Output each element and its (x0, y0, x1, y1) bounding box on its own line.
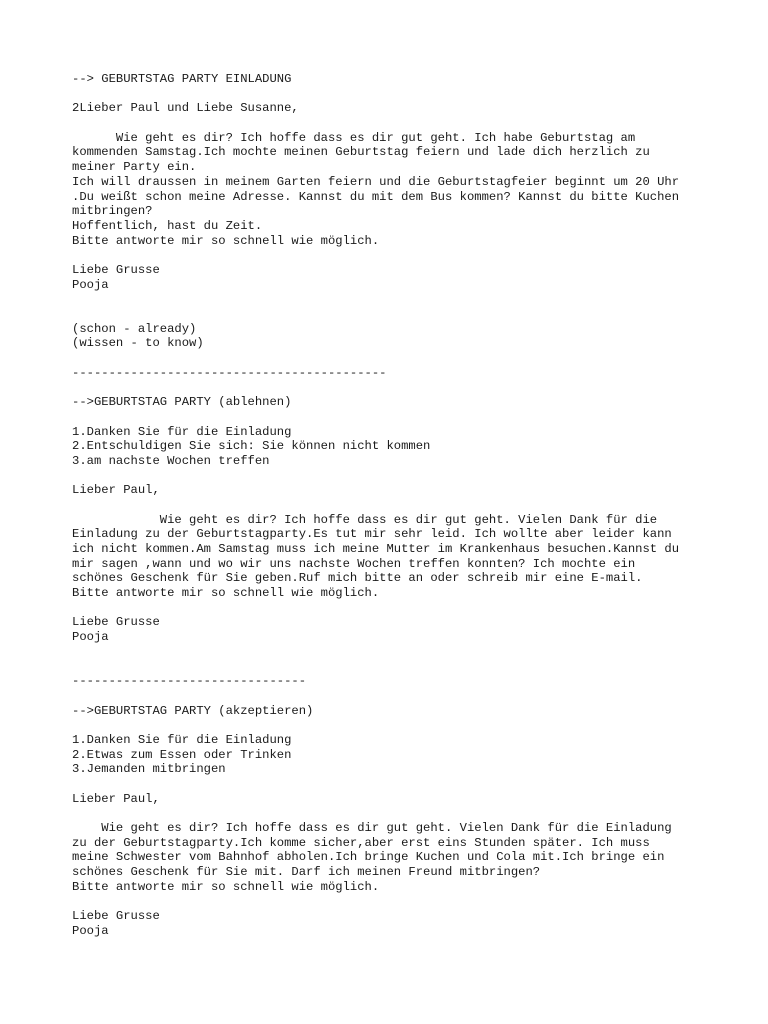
spacer (72, 469, 712, 484)
spacer (72, 498, 712, 513)
spacer (72, 895, 712, 910)
letter3-heading: -->GEBURTSTAG PARTY (akzeptieren) (72, 703, 314, 718)
letter2-body-line: Wie geht es dir? Ich hoffe dass es dir gut geht. Vielen Dank für die (72, 512, 658, 527)
spacer (72, 248, 712, 263)
letter3-point: 3.Jemanden mitbringen (72, 762, 226, 777)
letter3-body-line: schönes Geschenk für Sie mit. Darf ich meinen Freund mitbringen? (72, 865, 541, 880)
letter1-body-line: Wie geht es dir? Ich hoffe dass es dir gut geht. Ich habe Geburtstag am (72, 130, 636, 145)
letter2-body-line: ich nicht kommen.Am Samstag muss ich meine Mutter im Krankenhaus besuchen.Kannst du (72, 542, 680, 556)
spacer (72, 292, 712, 307)
letter3-signature: Pooja (72, 923, 109, 938)
letter1-greeting: 2Lieber Paul und Liebe Susanne, (72, 101, 299, 116)
letter1-closing: Liebe Grusse (72, 262, 160, 277)
letter2-body-line: mir sagen ,wann und wo wir uns nachste Wochen treffen konnten? Ich mochte ein (72, 556, 636, 571)
document-page (72, 72, 712, 939)
spacer (72, 116, 712, 131)
letter3-point: 1.Danken Sie für die Einladung (72, 732, 292, 747)
letter1-body-line: .Du weißt schon meine Adresse. Kannst du mit dem Bus kommen? Kannst du bitte Kuchen (72, 189, 680, 204)
spacer (72, 307, 712, 322)
section-divider: ------------------------------------------- (72, 365, 387, 380)
letter2-body-line: Bitte antworte mir so schnell wie möglich. (72, 586, 380, 601)
letter3-body-line: zu der Geburtstagparty.Ich komme sicher,aber erst eins Stunden später. Ich muss (72, 835, 650, 850)
letter1-body-line: kommenden Samstag.Ich mochte meinen Geburtstag feiern und lade dich herzlich zu (72, 145, 650, 160)
letter2-signature: Pooja (72, 630, 109, 645)
letter2-greeting: Lieber Paul, (72, 483, 160, 498)
letter2-point: 3.am nachste Wochen treffen (72, 453, 270, 468)
letter1-body-line: meiner Party ein. (72, 160, 197, 175)
spacer (72, 380, 712, 395)
letter3-body-line: Bitte antworte mir so schnell wie möglich. (72, 879, 380, 894)
spacer (72, 660, 712, 675)
letter3-point: 2.Etwas zum Essen oder Trinken (72, 747, 292, 762)
spacer (72, 351, 712, 366)
spacer (72, 689, 712, 704)
letter3-greeting: Lieber Paul, (72, 791, 160, 806)
letter2-body-line: Einladung zu der Geburtstagparty.Es tut mir sehr leid. Ich wollte aber leider kann (72, 527, 672, 542)
letter1-heading: --> GEBURTSTAG PARTY EINLADUNG (72, 72, 292, 86)
letter2-closing: Liebe Grusse (72, 615, 160, 630)
letter2-body-line: schönes Geschenk für Sie geben.Ruf mich bitte an oder schreib mir eine E-mail. (72, 571, 643, 586)
glossary-entry: (schon - already) (72, 321, 197, 336)
letter2-point: 1.Danken Sie für die Einladung (72, 424, 292, 439)
letter1-signature: Pooja (72, 277, 109, 292)
letter2-point: 2.Entschuldigen Sie sich: Sie können nicht kommen (72, 439, 431, 454)
letter1-body-line: mitbringen? (72, 204, 153, 219)
spacer (72, 410, 712, 425)
letter3-closing: Liebe Grusse (72, 909, 160, 924)
spacer (72, 601, 712, 616)
letter1-body-line: Ich will draussen in meinem Garten feiern und die Geburtstagfeier beginnt um 20 Uhr (72, 174, 680, 189)
spacer (72, 87, 712, 102)
letter3-body-line: Wie geht es dir? Ich hoffe dass es dir gut geht. Vielen Dank für die Einladung (72, 821, 672, 836)
spacer (72, 645, 712, 660)
spacer (72, 718, 712, 733)
letter1-body-line: Hoffentlich, hast du Zeit. (72, 218, 263, 233)
letter1-body-line: Bitte antworte mir so schnell wie möglich. (72, 233, 380, 248)
section-divider: -------------------------------- (72, 674, 307, 689)
letter3-body-line: meine Schwester vom Bahnhof abholen.Ich bringe Kuchen und Cola mit.Ich bringe ein (72, 850, 665, 865)
spacer (72, 806, 712, 821)
glossary-entry: (wissen - to know) (72, 336, 204, 351)
spacer (72, 777, 712, 792)
letter2-heading: -->GEBURTSTAG PARTY (ablehnen) (72, 395, 292, 410)
